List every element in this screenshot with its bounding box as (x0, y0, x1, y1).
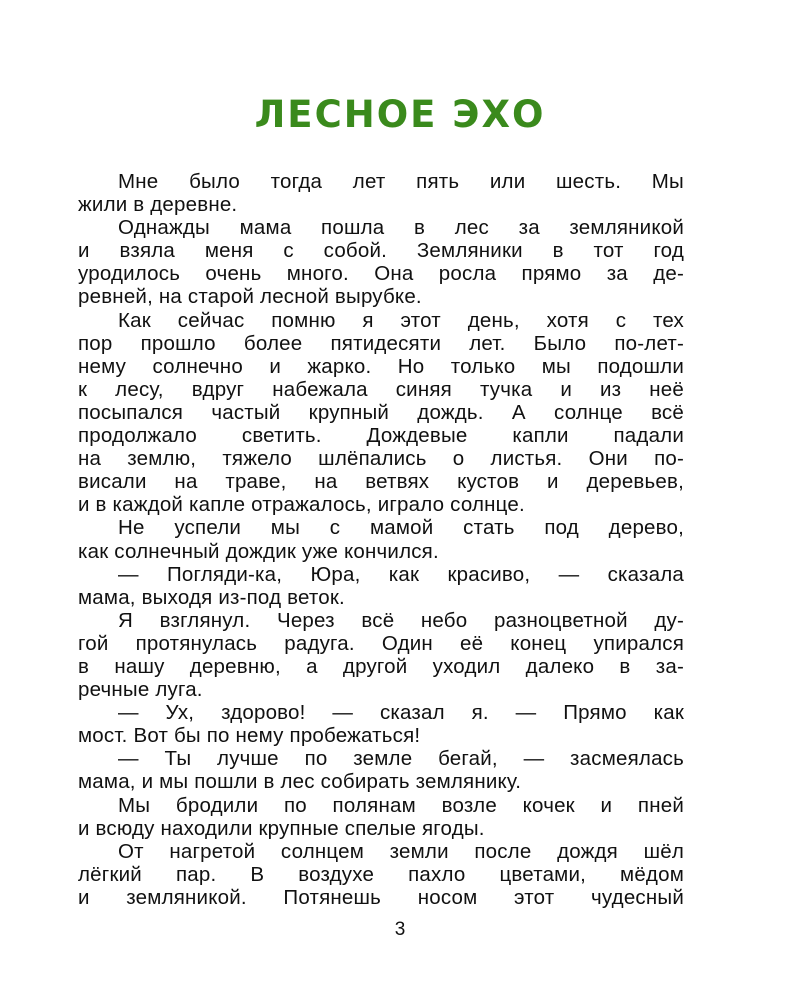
text-line: к лесу, вдруг набежала синяя тучка и из неё (78, 377, 684, 401)
text-line: ревней, на старой лесной вырубке. (78, 285, 422, 309)
text-line: мама, выходя из-под веток. (78, 585, 345, 609)
text-line: речные луга. (78, 678, 203, 702)
story-text (78, 170, 684, 909)
text-line: и земляникой. Потянешь носом этот чудесный (78, 885, 684, 909)
text-line: нему солнечно и жарко. Но только мы подошли (78, 354, 684, 378)
page-number: 3 (394, 919, 406, 940)
text-line: и всюду находили крупные спелые ягоды. (78, 816, 485, 840)
text-line: в нашу деревню, а другой уходил далеко в за- (78, 654, 684, 678)
text-line: — Ты лучше по земле бегай, — засмеялась (118, 747, 684, 771)
text-line: Однажды мама пошла в лес за земляникой (118, 216, 684, 240)
text-line: Не успели мы с мамой стать под дерево, (118, 516, 684, 540)
text-line: Мне было тогда лет пять или шесть. Мы (118, 170, 684, 193)
text-line: гой протянулась радуга. Один её конец упирался (78, 631, 684, 655)
text-line: на землю, тяжело шлёпались о листья. Они по- (78, 447, 684, 471)
text-line: посыпался частый крупный дождь. А солнце всё (78, 400, 684, 424)
text-line: От нагретой солнцем земли после дождя шёл (118, 839, 684, 863)
text-line: и в каждой капле отражалось, играло солнце. (78, 493, 525, 517)
text-line: как солнечный дождик уже кончился. (78, 539, 439, 563)
text-line: мост. Вот бы по нему пробежаться! (78, 724, 421, 748)
text-line: пор прошло более пятидесяти лет. Было по-лет- (78, 331, 684, 355)
text-line: — Ух, здорово! — сказал я. — Прямо как (118, 701, 684, 725)
text-line: лёгкий пар. В воздухе пахло цветами, мёдом (78, 862, 684, 886)
text-line: жили в деревне. (78, 193, 238, 217)
text-line: — Погляди-ка, Юра, как красиво, — сказала (118, 562, 684, 586)
text-line: Я взглянул. Через всё небо разноцветной ду- (118, 608, 684, 632)
text-line: продолжало светить. Дождевые капли падали (78, 424, 684, 448)
chapter-title: ЛЕСНОЕ ЭХО (254, 93, 546, 136)
text-line: Мы бродили по полянам возле кочек и пней (118, 793, 684, 817)
text-line: висали на траве, на ветвях кустов и деревьев, (78, 470, 684, 494)
text-line: уродилось очень много. Она росла прямо за де- (78, 262, 684, 286)
text-line: Как сейчас помню я этот день, хотя с тех (118, 308, 684, 332)
text-line: и взяла меня с собой. Земляники в тот год (78, 239, 684, 263)
text-line: мама, и мы пошли в лес собирать землянику. (78, 770, 522, 794)
